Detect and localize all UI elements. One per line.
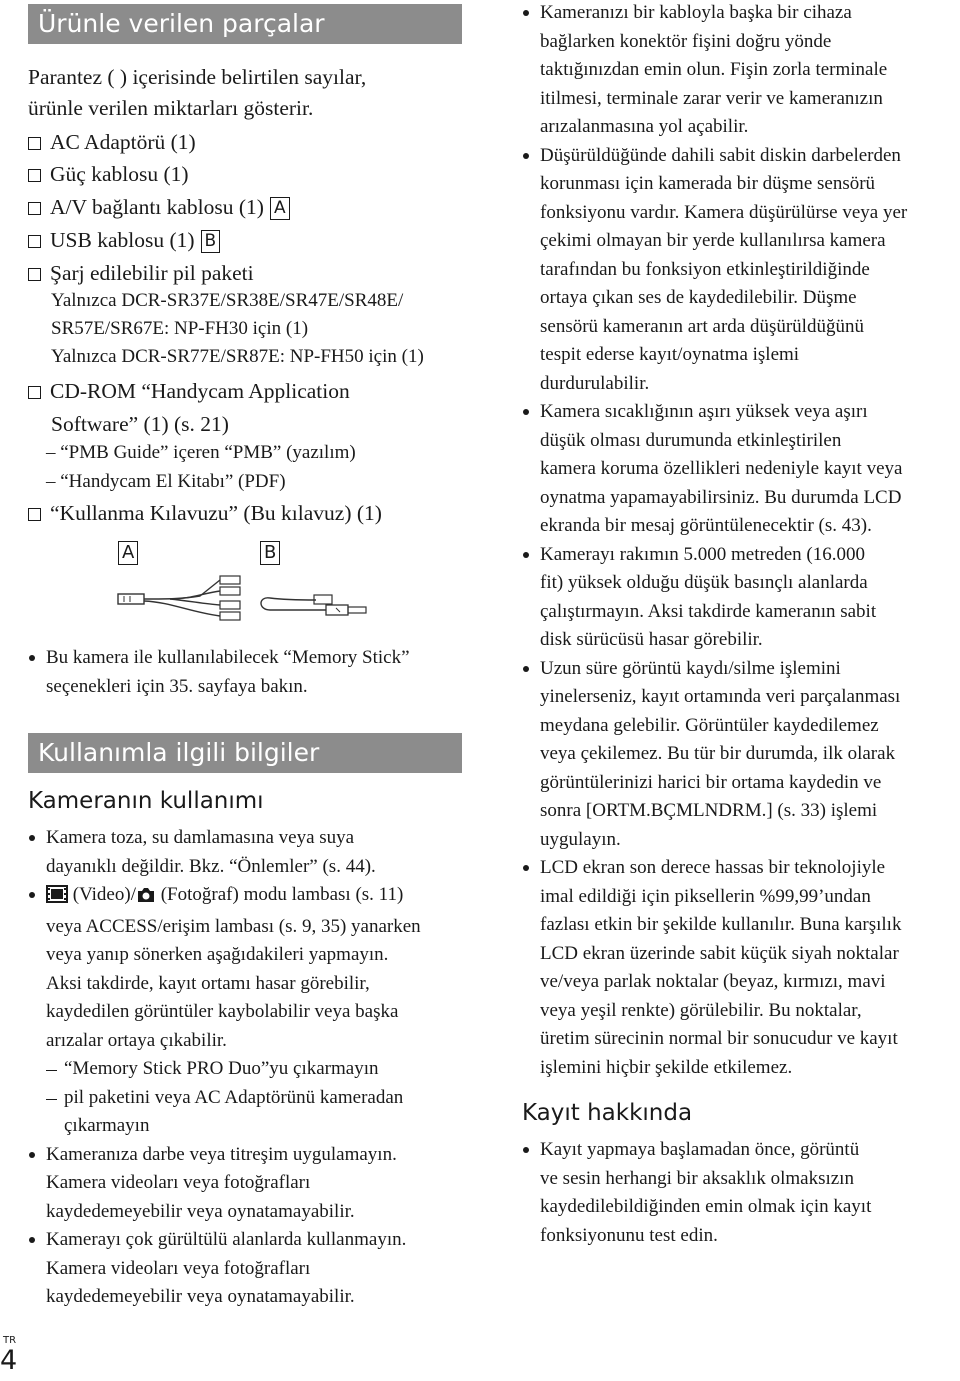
item-cdrom (28, 375, 350, 408)
illustration-label-a (118, 541, 138, 565)
text-line: Uzun süre görüntü kaydı/silme işlemini (540, 657, 841, 679)
text-line: (Video)/ (72, 884, 136, 905)
list-item (522, 854, 958, 1082)
item-battery (28, 257, 254, 290)
battery-note-2: SR57E/SR67E: NP-FH30 için (1) (51, 318, 309, 339)
battery-note-3: Yalnızca DCR-SR77E/SR87E: NP-FH50 için (1) (51, 346, 424, 367)
usb-cable-illustration (256, 578, 376, 622)
label-a-badge: A (270, 197, 290, 220)
item-label: CD-ROM “Handycam Application (50, 379, 350, 403)
text-line: arızalanmasına yol açabilir. (540, 116, 749, 137)
language-code: TR (3, 1335, 17, 1346)
text-line: veya ACCESS/erişim lambası (s. 9, 35) yanarken (46, 915, 421, 937)
text-line: dayanıklı değildir. Bkz. “Önlemler” (s. 44). (46, 855, 376, 877)
list-item (522, 1136, 958, 1250)
text-line: Aksi takdirde, kayıt ortamı hasar görebilir, (46, 972, 370, 994)
text-line: görüntülerinizi harici bir ortama kaydedin ve (540, 771, 882, 793)
item-label: A/V bağlantı kablosu (1) (50, 195, 264, 219)
text-line: veya yeşil renkte) görülebilir. Bu noktalar, (540, 999, 862, 1021)
label-b-badge: B (260, 541, 280, 565)
text-line: tespit ederse kayıt/oynatma işlemi (540, 344, 800, 365)
text-line: tarafından bu fonksiyon etkinleştirildiğinde (540, 258, 870, 280)
text-line: pil paketini veya AC Adaptörünü kameradan (64, 1086, 404, 1108)
camera-usage-list (28, 824, 468, 1312)
item-label: USB kablosu (1) (50, 228, 195, 252)
text-line: oynatma yapamayabilirsiniz. Bu durumda LCD (540, 486, 902, 508)
list-item (28, 881, 468, 1055)
text-line: çalıştırmayın. Aksi takdirde kameranın sabit (540, 600, 877, 622)
item-power-cord (28, 158, 189, 191)
memory-stick-note (28, 644, 468, 701)
item-label: AC Adaptörü (1) (50, 130, 196, 154)
text-line: fit) yüksek olduğu düşük basınçlı alanlarda (540, 572, 868, 593)
film-icon (46, 884, 68, 913)
list-item (28, 1141, 468, 1227)
text-line: meydana gelebilir. Görüntüler kaydedilemez (540, 714, 879, 736)
intro-line-1: Parantez ( ) içerisinde belirtilen sayılar, (28, 65, 367, 89)
text-line: Kameranıza darbe veya titreşim uygulamayın. (46, 1143, 397, 1165)
list-item (522, 0, 958, 142)
list-item (28, 1055, 468, 1084)
heading-recording: Kayıt hakkında (522, 1100, 693, 1126)
list-item (522, 541, 958, 655)
text-line: uygulayın. (540, 828, 621, 850)
list-item (522, 398, 958, 541)
text-line: taktığınızdan emin olun. Fişin zorla terminale (540, 59, 888, 80)
label-b-badge: B (201, 230, 221, 253)
item-label: “Kullanma Kılavuzu” (Bu kılavuz) (1) (50, 501, 382, 525)
text-line: veya çekilemez. Bu tür bir durumda, ilk olarak (540, 743, 896, 764)
checkbox-icon (28, 268, 41, 281)
section-title-usage-info: Kullanımla ilgili bilgiler (28, 733, 462, 773)
heading-camera-usage: Kameranın kullanımı (28, 788, 264, 814)
av-cable-illustration (110, 572, 250, 622)
text-line: Kamerayı rakımın 5.000 metreden (16.000 (540, 543, 866, 565)
text-line: ve/veya parlak noktalar (beyaz, kırmızı, mavi (540, 971, 886, 992)
checkbox-icon (28, 137, 41, 150)
text-line: Kamera videoları veya fotoğrafları (46, 1172, 311, 1193)
cdrom-sub-handbook: – “Handycam El Kitabı” (PDF) (46, 471, 286, 492)
text-line: kamera koruma özellikleri nedeniyle kayıt veya (540, 458, 903, 479)
text-line: işlemini hiçbir şekilde etkilemez. (540, 1056, 793, 1078)
text-line: kaydedemeyebilir veya oynatamayabilir. (46, 1286, 355, 1307)
page-number: 4 (0, 1345, 18, 1376)
text-line: fonksiyonu vardır. Kamera düşürülürse veya yer (540, 201, 908, 223)
checkbox-icon (28, 508, 41, 521)
list-item (28, 644, 468, 701)
text-line: ve sesin herhangi bir aksaklık olmaksızın (540, 1167, 854, 1189)
text-line: kaydedilebildiğinden emin olmak için kayıt (540, 1196, 872, 1217)
text-line: Kamera videoları veya fotoğrafları (46, 1257, 311, 1279)
checkbox-icon (28, 235, 41, 248)
text-line: yinelerseniz, kayıt ortamında veri parçalanması (540, 686, 901, 707)
text-line: Düşürüldüğünde dahili sabit diskin darbelerden (540, 144, 901, 166)
list-item (28, 1226, 468, 1312)
text-line: üretim sürecinin normal bir sonucudur ve kayıt (540, 1028, 898, 1049)
recording-list (522, 1136, 958, 1250)
cdrom-sub-pmb: – “PMB Guide” içeren “PMB” (yazılım) (46, 442, 356, 463)
label-a-badge: A (118, 541, 138, 565)
text-line: imal edildiği için piksellerin %99,99’undan (540, 885, 871, 907)
text-line: bağlarken konektör fişini doğru yönde (540, 30, 832, 52)
item-manual (28, 497, 382, 530)
text-line: seçenekleri için 35. sayfaya bakın. (46, 675, 308, 697)
list-item (28, 1084, 468, 1141)
item-av-cable (28, 191, 290, 224)
item-label: Güç kablosu (1) (50, 162, 189, 186)
text-line: veya yanıp sönerken aşağıdakileri yapmayın. (46, 944, 389, 965)
checkbox-icon (28, 386, 41, 399)
item-label: Şarj edilebilir pil paketi (50, 261, 254, 285)
list-item (522, 142, 958, 399)
text-line: Kamerayı çok gürültülü alanlarda kullanmayın. (46, 1229, 407, 1250)
text-line: çekimi olmayan bir yerde kullanılırsa kamera (540, 230, 886, 251)
text-line: düşük olması durumunda etkinleştirilen (540, 429, 842, 451)
checkbox-icon (28, 202, 41, 215)
illustration-label-b (260, 541, 280, 565)
text-line: arızalar ortaya çıkabilir. (46, 1029, 227, 1051)
text-line: Kamera sıcaklığının aşırı yüksek veya aşırı (540, 401, 868, 422)
text-line: durdurulabilir. (540, 372, 650, 394)
text-line: korunması için kamerada bir düşme sensörü (540, 173, 876, 194)
text-line: Kayıt yapmaya başlamadan önce, görüntü (540, 1139, 860, 1160)
text-line: sensörü kameranın art arda düşürüldüğünü (540, 315, 864, 337)
list-item (28, 824, 468, 881)
text-line: Kamera toza, su damlamasına veya suya (46, 827, 355, 848)
text-line: sonra [ORTM.BÇMLNDRM.] (s. 33) işlemi (540, 800, 878, 821)
text-line: Kameranızı bir kabloyla başka bir cihaza (540, 2, 852, 23)
text-line: itilmesi, terminale zarar verir ve kameranızın (540, 87, 883, 109)
item-cdrom-cont: Software” (1) (s. 21) (51, 412, 229, 436)
item-ac-adaptor (28, 126, 196, 159)
text-line: disk sürücüsü hasar görebilir. (540, 629, 763, 650)
battery-note-1: Yalnızca DCR-SR37E/SR38E/SR47E/SR48E/ (51, 290, 404, 311)
camera-icon (136, 884, 156, 913)
list-item (522, 655, 958, 855)
text-line: kaydedemeyebilir veya oynatamayabilir. (46, 1200, 355, 1222)
text-line: Bu kamera ile kullanılabilecek “Memory Stick” (46, 647, 410, 668)
text-line: ekranda bir mesaj görüntülenecektir (s. 43). (540, 515, 872, 536)
intro-line-2: ürünle verilen miktarları gösterir. (28, 96, 314, 120)
checkbox-icon (28, 169, 41, 182)
item-usb-cable (28, 224, 220, 257)
text-line: kaydedilen görüntüler kaybolabilir veya başka (46, 1001, 399, 1022)
text-line: (Fotoğraf) modu lambası (s. 11) (160, 884, 404, 905)
text-line: fonksiyonunu test edin. (540, 1224, 718, 1246)
text-line: ortaya çıkan ses de kaydedilebilir. Düşme (540, 287, 857, 308)
text-line: “Memory Stick PRO Duo”yu çıkarmayın (64, 1058, 379, 1079)
section-title-included-items: Ürünle verilen parçalar (28, 4, 462, 44)
right-usage-list (522, 0, 958, 1082)
text-line: çıkarmayın (64, 1115, 150, 1136)
text-line: LCD ekran üzerinde sabit küçük siyah noktalar (540, 942, 899, 964)
text-line: fazlası etkin bir şekilde kullanılır. Buna karşılık (540, 914, 902, 935)
text-line: LCD ekran son derece hassas bir teknolojiyle (540, 857, 886, 878)
